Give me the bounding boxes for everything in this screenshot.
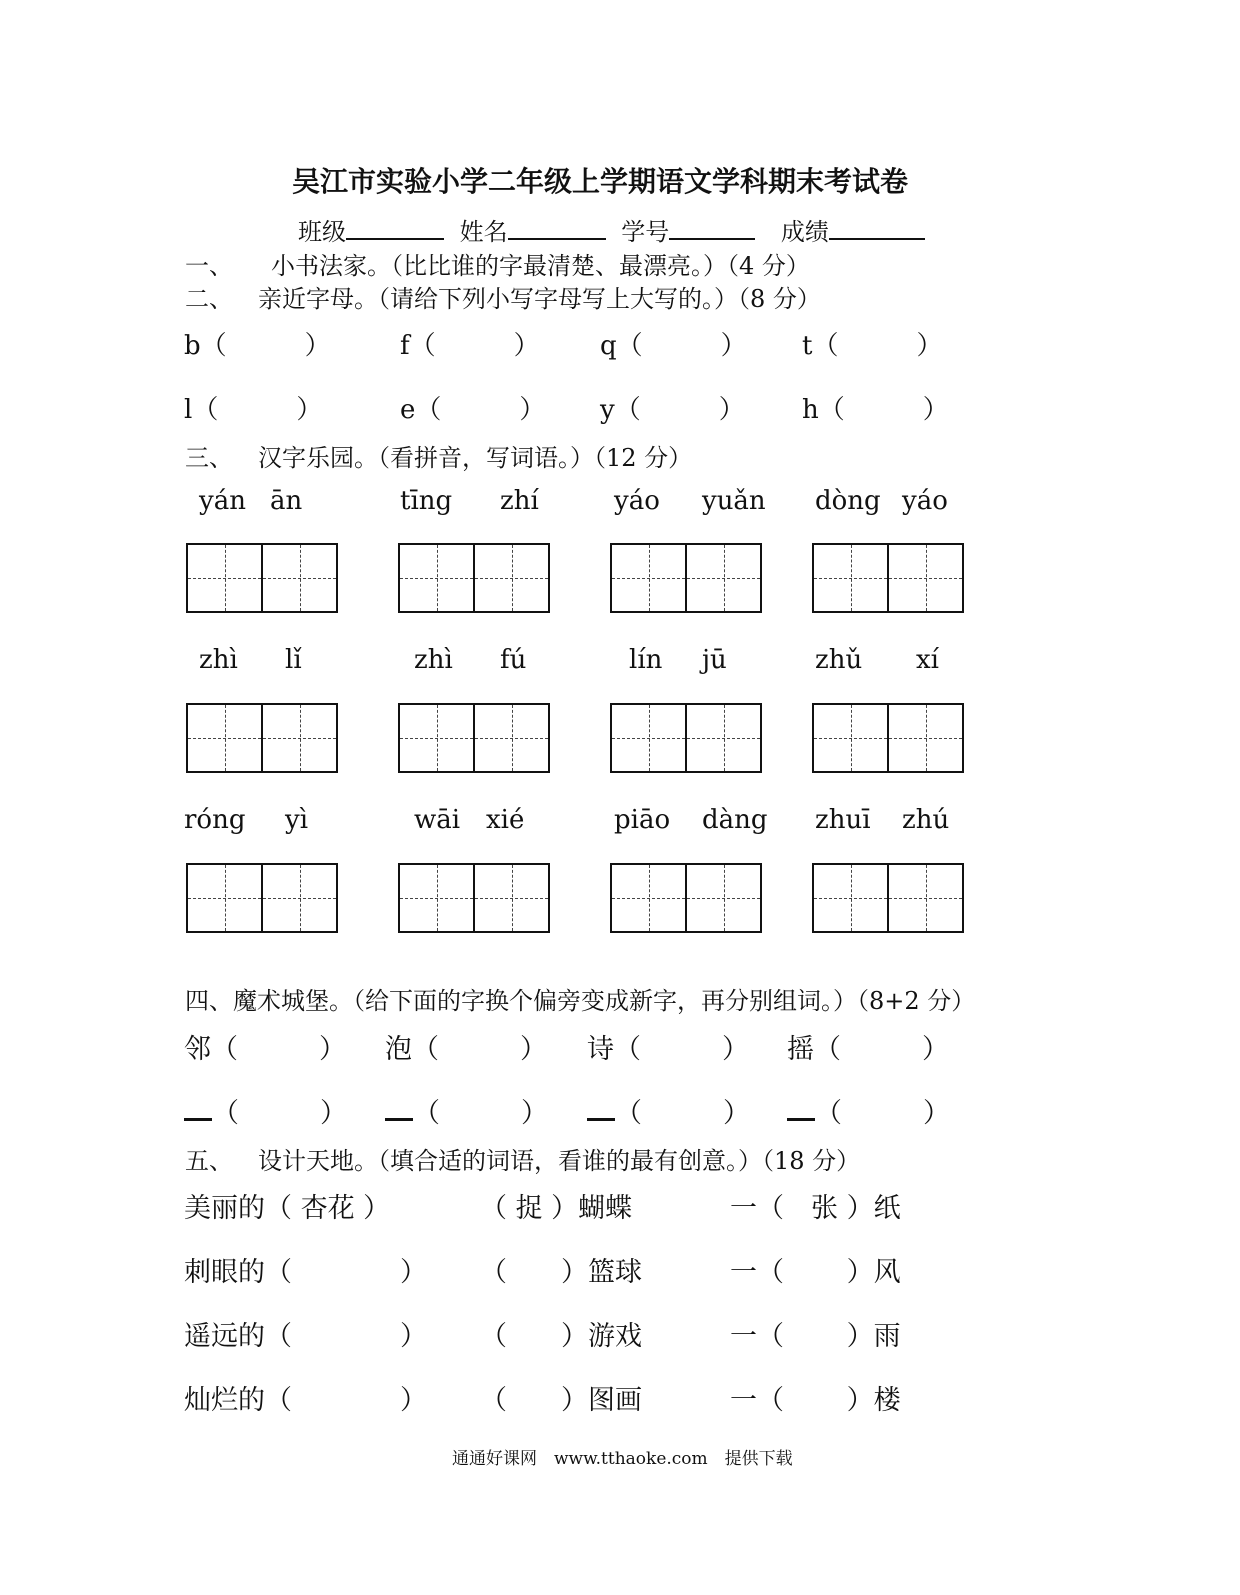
writing-grid[interactable] (398, 543, 550, 613)
writing-grid[interactable] (610, 543, 762, 613)
section-3-number: 三、 (185, 444, 233, 472)
pinyin-syllable: yáo (614, 486, 660, 516)
number-label: 学号 (621, 218, 670, 246)
pinyin-syllable: zhú (902, 805, 950, 835)
section-2-number: 二、 (185, 285, 233, 313)
section-3-heading: 汉字乐园。（看拼音，写词语。）（12 分） (258, 444, 693, 472)
measure-word-blank[interactable]: 一（ 张 ）纸 (730, 1193, 901, 1224)
new-word-blank[interactable]: （ ） (815, 1098, 950, 1129)
letter-item[interactable]: f（ ） (400, 331, 540, 361)
pinyin-syllable: yì (285, 805, 309, 835)
class-label: 班级 (298, 218, 346, 246)
measure-word-blank[interactable]: 一（ ）楼 (730, 1385, 901, 1416)
pinyin-syllable: xié (486, 805, 525, 835)
letter-item[interactable]: y（ ） (600, 395, 745, 425)
writing-grid[interactable] (610, 703, 762, 773)
phrase-blank[interactable]: （ ）图画 (480, 1385, 642, 1416)
new-word-blank[interactable]: （ ） (615, 1098, 750, 1129)
writing-grid[interactable] (186, 863, 338, 933)
measure-word-blank[interactable]: 一（ ）风 (730, 1257, 901, 1288)
writing-grid[interactable] (186, 543, 338, 613)
pinyin-syllable: lǐ (285, 645, 302, 675)
writing-grid[interactable] (398, 703, 550, 773)
radical-item[interactable]: 摇（ ） (787, 1034, 949, 1065)
section-1-heading: 小书法家。（比比谁的字最清楚、最漂亮。）（4 分） (271, 252, 810, 280)
phrase-blank[interactable]: （ 捉 ）蝴蝶 (480, 1193, 633, 1224)
new-char-blank[interactable] (184, 1118, 212, 1121)
pinyin-syllable: zhí (500, 486, 539, 516)
phrase-blank[interactable]: 美丽的（ 杏花 ） (184, 1193, 391, 1224)
pinyin-syllable: dòng (815, 486, 881, 516)
new-char-blank[interactable] (787, 1118, 815, 1121)
pinyin-syllable: xí (916, 645, 939, 675)
measure-word-blank[interactable]: 一（ ）雨 (730, 1321, 901, 1352)
pinyin-syllable: fú (500, 645, 527, 675)
name-label: 姓名 (459, 218, 508, 246)
phrase-blank[interactable]: 遥远的（ ） (184, 1321, 427, 1352)
writing-grid[interactable] (610, 863, 762, 933)
pinyin-syllable: piāo (614, 805, 671, 835)
radical-item[interactable]: 邻（ ） (184, 1034, 346, 1065)
pinyin-syllable: yuǎn (702, 486, 766, 516)
new-word-blank[interactable]: （ ） (413, 1098, 548, 1129)
pinyin-syllable: róng (184, 805, 246, 835)
phrase-blank[interactable]: （ ）篮球 (480, 1257, 642, 1288)
radical-item[interactable]: 诗（ ） (587, 1034, 749, 1065)
section-2-heading: 亲近字母。（请给下列小写字母写上大写的。）（8 分） (258, 285, 821, 313)
new-word-blank[interactable]: （ ） (212, 1098, 347, 1129)
score-blank[interactable] (829, 216, 925, 240)
radical-item[interactable]: 泡（ ） (385, 1034, 547, 1065)
writing-grid[interactable] (812, 863, 964, 933)
pinyin-syllable: wāi (414, 805, 461, 835)
pinyin-syllable: dàng (702, 805, 768, 835)
page-title: 吴江市实验小学二年级上学期语文学科期末考试卷 (292, 165, 909, 198)
letter-item[interactable]: h（ ） (802, 395, 949, 425)
letter-item[interactable]: b（ ） (184, 331, 331, 361)
phrase-blank[interactable]: （ ）游戏 (480, 1321, 642, 1352)
new-char-blank[interactable] (587, 1118, 615, 1121)
letter-item[interactable]: l（ ） (184, 395, 323, 425)
writing-grid[interactable] (812, 543, 964, 613)
new-char-blank[interactable] (385, 1118, 413, 1121)
pinyin-syllable: yáo (902, 486, 948, 516)
writing-grid[interactable] (186, 703, 338, 773)
letter-item[interactable]: q（ ） (600, 331, 747, 361)
section-5-heading: 设计天地。（填合适的词语，看谁的最有创意。）（18 分） (258, 1147, 861, 1175)
section-5-number: 五、 (185, 1147, 233, 1175)
letter-item[interactable]: t（ ） (802, 331, 943, 361)
writing-grid[interactable] (398, 863, 550, 933)
pinyin-syllable: lín (629, 645, 663, 675)
pinyin-syllable: zhǔ (815, 645, 863, 675)
number-blank[interactable] (669, 216, 755, 240)
score-label: 成绩 (780, 218, 829, 246)
section-4-heading: 四、魔术城堡。（给下面的字换个偏旁变成新字，再分别组词。）（8+2 分） (185, 987, 976, 1015)
phrase-blank[interactable]: 灿烂的（ ） (184, 1385, 427, 1416)
student-info-line (298, 212, 925, 247)
writing-grid[interactable] (812, 703, 964, 773)
pinyin-syllable: tīng (400, 486, 453, 516)
pinyin-syllable: jū (702, 645, 727, 675)
pinyin-syllable: yán (199, 486, 246, 516)
class-blank[interactable] (346, 216, 444, 240)
footer-credit: 通通好课网 www.tthaoke.com 提供下载 (452, 1449, 793, 1469)
pinyin-syllable: zhì (414, 645, 453, 675)
pinyin-syllable: ān (270, 486, 303, 516)
letter-item[interactable]: e（ ） (400, 395, 546, 425)
pinyin-syllable: zhuī (815, 805, 871, 835)
section-1-number: 一、 (185, 252, 233, 280)
name-blank[interactable] (508, 216, 606, 240)
pinyin-syllable: zhì (199, 645, 238, 675)
phrase-blank[interactable]: 刺眼的（ ） (184, 1257, 427, 1288)
